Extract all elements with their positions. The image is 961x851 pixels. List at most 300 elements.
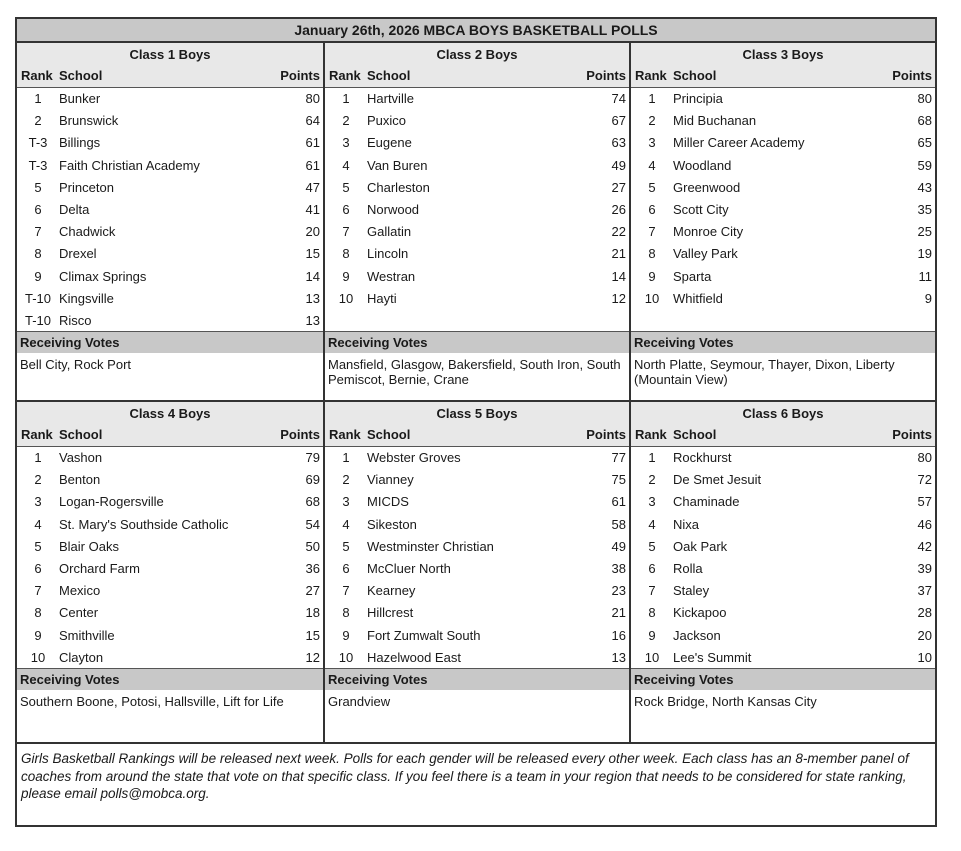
school-cell: Chaminade bbox=[673, 494, 740, 510]
school-cell: Lincoln bbox=[367, 246, 409, 262]
rank-header: Rank bbox=[21, 427, 53, 442]
column-headers bbox=[17, 424, 323, 447]
points-cell: 68 bbox=[305, 494, 320, 510]
school-cell: Center bbox=[59, 605, 99, 621]
school-cell: Webster Groves bbox=[367, 450, 461, 465]
school-cell: Kingsville bbox=[59, 290, 114, 306]
points-cell: 61 bbox=[305, 157, 320, 173]
school-cell: Puxico bbox=[367, 113, 407, 129]
receiving-votes-list: Bell City, Rock Port bbox=[20, 357, 132, 372]
table-row bbox=[325, 514, 629, 536]
table-row bbox=[631, 580, 935, 602]
table-row bbox=[325, 536, 629, 558]
school-cell: Eugene bbox=[367, 135, 412, 151]
rank-cell: 2 bbox=[34, 472, 42, 488]
school-cell: Westminster Christian bbox=[367, 538, 494, 554]
table-row bbox=[325, 469, 629, 491]
points-cell: 21 bbox=[611, 605, 626, 621]
school-cell: Van Buren bbox=[367, 157, 428, 173]
school-cell: Risco bbox=[59, 312, 92, 328]
school-cell: Fort Zumwalt South bbox=[367, 627, 481, 643]
points-cell: 37 bbox=[917, 583, 932, 599]
rank-cell: 10 bbox=[644, 649, 660, 665]
school-cell: Hayti bbox=[367, 290, 397, 306]
column-headers bbox=[325, 424, 629, 447]
points-cell: 59 bbox=[917, 157, 932, 173]
ranking-list bbox=[325, 88, 629, 331]
points-cell: 61 bbox=[305, 135, 320, 151]
table-row bbox=[325, 155, 629, 177]
table-row bbox=[17, 469, 323, 491]
school-cell: Princeton bbox=[59, 179, 114, 195]
school-cell: Orchard Farm bbox=[59, 560, 140, 576]
school-cell: Clayton bbox=[59, 649, 104, 665]
rank-cell: 6 bbox=[342, 201, 350, 217]
class-title: Class 4 Boys bbox=[17, 402, 323, 424]
rank-cell: T-10 bbox=[24, 312, 51, 328]
receiving-votes-header: Receiving Votes bbox=[325, 331, 629, 353]
points-cell: 14 bbox=[305, 268, 320, 284]
school-cell: Hartville bbox=[367, 91, 414, 106]
school-cell: Kickapoo bbox=[673, 605, 727, 621]
table-row bbox=[17, 177, 323, 199]
points-cell: 75 bbox=[611, 472, 626, 488]
rank-header: Rank bbox=[21, 68, 53, 83]
rank-cell: 1 bbox=[648, 91, 656, 106]
rank-cell: T-10 bbox=[24, 290, 51, 306]
school-cell: Faith Christian Academy bbox=[59, 157, 200, 173]
class-panel bbox=[17, 43, 323, 400]
points-cell: 46 bbox=[917, 516, 932, 532]
school-header: School bbox=[59, 68, 103, 83]
school-cell: Staley bbox=[673, 583, 710, 599]
table-row bbox=[17, 558, 323, 580]
school-cell: Chadwick bbox=[59, 224, 116, 240]
points-cell: 22 bbox=[611, 224, 626, 240]
school-header: School bbox=[367, 427, 411, 442]
rank-cell: 9 bbox=[342, 627, 350, 643]
table-row bbox=[325, 266, 629, 288]
points-header: Points bbox=[280, 427, 320, 442]
table-row bbox=[631, 469, 935, 491]
school-cell: Nixa bbox=[673, 516, 700, 532]
class-panel bbox=[629, 402, 935, 742]
rank-cell: 2 bbox=[648, 472, 656, 488]
rank-cell: 4 bbox=[342, 516, 350, 532]
table-row bbox=[17, 647, 323, 669]
rank-cell: 1 bbox=[648, 450, 656, 465]
points-cell: 39 bbox=[917, 560, 932, 576]
table-row bbox=[631, 514, 935, 536]
class-title: Class 5 Boys bbox=[325, 402, 629, 424]
table-row bbox=[631, 177, 935, 199]
table-row bbox=[325, 625, 629, 647]
school-header: School bbox=[59, 427, 103, 442]
points-header: Points bbox=[586, 68, 626, 83]
table-row bbox=[325, 132, 629, 154]
school-cell: St. Mary's Southside Catholic bbox=[59, 516, 229, 532]
rank-cell: T-3 bbox=[28, 135, 48, 151]
rank-cell: 7 bbox=[648, 224, 656, 240]
rank-cell: 4 bbox=[648, 157, 656, 173]
points-cell: 64 bbox=[305, 113, 320, 129]
class-title: Class 6 Boys bbox=[631, 402, 935, 424]
table-row bbox=[17, 625, 323, 647]
rank-cell: 7 bbox=[648, 583, 656, 599]
rank-cell: 1 bbox=[34, 91, 42, 106]
class-panel bbox=[323, 43, 629, 400]
points-cell: 25 bbox=[917, 224, 932, 240]
points-cell: 41 bbox=[305, 201, 320, 217]
table-row bbox=[631, 110, 935, 132]
points-cell: 10 bbox=[917, 649, 932, 665]
table-row bbox=[631, 266, 935, 288]
table-row bbox=[631, 625, 935, 647]
points-cell: 38 bbox=[611, 560, 626, 576]
polls-table bbox=[15, 17, 937, 827]
points-cell: 42 bbox=[917, 538, 932, 554]
school-cell: Norwood bbox=[367, 201, 420, 217]
table-row bbox=[325, 110, 629, 132]
points-cell: 80 bbox=[917, 450, 932, 465]
school-header: School bbox=[367, 68, 411, 83]
table-row bbox=[17, 243, 323, 265]
rank-cell: 6 bbox=[648, 560, 656, 576]
points-cell: 16 bbox=[611, 627, 626, 643]
rank-cell: 10 bbox=[338, 649, 354, 665]
table-row bbox=[631, 602, 935, 624]
table-row bbox=[325, 580, 629, 602]
rank-cell: 1 bbox=[34, 450, 42, 465]
school-cell: Bunker bbox=[59, 91, 101, 106]
table-row bbox=[325, 447, 629, 469]
rank-cell: 3 bbox=[34, 494, 42, 510]
rank-header: Rank bbox=[329, 427, 361, 442]
column-headers bbox=[631, 65, 935, 88]
school-cell: Rolla bbox=[673, 560, 703, 576]
table-row bbox=[17, 110, 323, 132]
table-row bbox=[631, 221, 935, 243]
points-cell: 13 bbox=[305, 290, 320, 306]
rank-cell: 6 bbox=[648, 201, 656, 217]
school-cell: Vianney bbox=[367, 472, 414, 488]
class-title: Class 2 Boys bbox=[325, 43, 629, 65]
school-cell: Gallatin bbox=[367, 224, 412, 240]
receiving-votes-list: Rock Bridge, North Kansas City bbox=[634, 694, 817, 709]
school-cell: Monroe City bbox=[673, 224, 744, 240]
points-cell: 58 bbox=[611, 516, 626, 532]
points-cell: 35 bbox=[917, 201, 932, 217]
points-cell: 15 bbox=[305, 246, 320, 262]
rank-cell: 6 bbox=[342, 560, 350, 576]
rank-header: Rank bbox=[635, 427, 667, 442]
school-cell: Sparta bbox=[673, 268, 712, 284]
table-row bbox=[17, 199, 323, 221]
rank-cell: 10 bbox=[644, 290, 660, 306]
receiving-votes-header: Receiving Votes bbox=[17, 668, 323, 690]
table-row bbox=[17, 132, 323, 154]
points-cell: 12 bbox=[305, 649, 320, 665]
points-cell: 13 bbox=[611, 649, 626, 665]
points-cell: 13 bbox=[305, 312, 320, 328]
table-row bbox=[631, 199, 935, 221]
rank-cell: 9 bbox=[342, 268, 350, 284]
receiving-votes-header: Receiving Votes bbox=[631, 668, 935, 690]
points-header: Points bbox=[892, 68, 932, 83]
school-cell: Sikeston bbox=[367, 516, 417, 532]
column-headers bbox=[325, 65, 629, 88]
receiving-votes-list: Mansfield, Glasgow, Bakersfield, South Iron, South Pemiscot, Bernie, Crane bbox=[328, 357, 621, 387]
rank-cell: 8 bbox=[648, 246, 656, 262]
table-row bbox=[631, 132, 935, 154]
school-cell: Hazelwood East bbox=[367, 649, 461, 665]
points-cell: 80 bbox=[305, 91, 320, 106]
table-row bbox=[325, 221, 629, 243]
rank-cell: T-3 bbox=[28, 157, 48, 173]
rank-cell: 2 bbox=[342, 472, 350, 488]
class-title: Class 3 Boys bbox=[631, 43, 935, 65]
school-cell: Miller Career Academy bbox=[673, 135, 805, 151]
rank-cell: 9 bbox=[648, 268, 656, 284]
rank-header: Rank bbox=[635, 68, 667, 83]
rank-cell: 3 bbox=[648, 494, 656, 510]
ranking-list bbox=[325, 447, 629, 668]
points-cell: 57 bbox=[917, 494, 932, 510]
points-cell: 68 bbox=[917, 113, 932, 129]
points-header: Points bbox=[280, 68, 320, 83]
class-panel bbox=[17, 402, 323, 742]
school-cell: Lee's Summit bbox=[673, 649, 752, 665]
points-cell: 14 bbox=[611, 268, 626, 284]
points-cell: 27 bbox=[305, 583, 320, 599]
rank-cell: 10 bbox=[338, 290, 354, 306]
ranking-list bbox=[17, 447, 323, 668]
school-cell: Delta bbox=[59, 201, 90, 217]
points-cell: 27 bbox=[611, 179, 626, 195]
rank-cell: 5 bbox=[648, 179, 656, 195]
school-cell: Vashon bbox=[59, 450, 103, 465]
rank-cell: 5 bbox=[342, 179, 350, 195]
points-cell: 49 bbox=[611, 157, 626, 173]
points-cell: 54 bbox=[305, 516, 320, 532]
school-cell: Oak Park bbox=[673, 538, 728, 554]
table-row bbox=[325, 491, 629, 513]
receiving-votes-header: Receiving Votes bbox=[631, 331, 935, 353]
school-cell: Brunswick bbox=[59, 113, 119, 129]
points-cell: 63 bbox=[611, 135, 626, 151]
receiving-votes-list: Grandview bbox=[328, 694, 391, 709]
table-row bbox=[17, 221, 323, 243]
school-cell: Benton bbox=[59, 472, 101, 488]
points-cell: 43 bbox=[917, 179, 932, 195]
table-row bbox=[17, 266, 323, 288]
table-row bbox=[631, 447, 935, 469]
receiving-votes-list: North Platte, Seymour, Thayer, Dixon, Liberty (Mountain View) bbox=[634, 357, 895, 387]
table-row bbox=[631, 491, 935, 513]
footer-note: Girls Basketball Rankings will be released next week. Polls for each gender will be released every other week. Each class has an 8-member panel of coaches from around the state that vote on that specific class. If you feel there is a team in your region that needs to be considered for state ranking, please email polls@mobca.org. bbox=[17, 742, 935, 806]
points-cell: 28 bbox=[917, 605, 932, 621]
table-row bbox=[17, 88, 323, 110]
rank-cell: 5 bbox=[34, 179, 42, 195]
receiving-votes-header: Receiving Votes bbox=[325, 668, 629, 690]
table-row bbox=[325, 558, 629, 580]
school-cell: Smithville bbox=[59, 627, 115, 643]
poll-row-top bbox=[17, 43, 935, 402]
table-row bbox=[325, 602, 629, 624]
class-panel bbox=[629, 43, 935, 400]
school-cell: Valley Park bbox=[673, 246, 738, 262]
points-header: Points bbox=[586, 427, 626, 442]
points-cell: 36 bbox=[305, 560, 320, 576]
points-cell: 49 bbox=[611, 538, 626, 554]
table-row bbox=[325, 288, 629, 310]
receiving-votes-header: Receiving Votes bbox=[17, 331, 323, 353]
points-cell: 77 bbox=[611, 450, 626, 465]
rank-cell: 4 bbox=[342, 157, 350, 173]
rank-cell: 5 bbox=[648, 538, 656, 554]
school-cell: Mexico bbox=[59, 583, 101, 599]
points-cell: 72 bbox=[917, 472, 932, 488]
school-cell: Westran bbox=[367, 268, 416, 284]
rank-cell: 8 bbox=[342, 605, 350, 621]
points-cell: 69 bbox=[305, 472, 320, 488]
ranking-list bbox=[631, 447, 935, 668]
rank-cell: 3 bbox=[342, 494, 350, 510]
school-cell: Climax Springs bbox=[59, 268, 147, 284]
rank-cell: 7 bbox=[34, 583, 42, 599]
rank-cell: 5 bbox=[34, 538, 42, 554]
rank-cell: 9 bbox=[34, 627, 42, 643]
table-row bbox=[325, 199, 629, 221]
school-cell: Logan-Rogersville bbox=[59, 494, 164, 510]
points-cell: 19 bbox=[917, 246, 932, 262]
points-cell: 50 bbox=[305, 538, 320, 554]
rank-cell: 7 bbox=[34, 224, 42, 240]
rank-cell: 3 bbox=[648, 135, 656, 151]
school-cell: Kearney bbox=[367, 583, 416, 599]
points-cell: 65 bbox=[917, 135, 932, 151]
column-headers bbox=[17, 65, 323, 88]
table-row bbox=[17, 310, 323, 332]
class-title: Class 1 Boys bbox=[17, 43, 323, 65]
points-cell: 20 bbox=[305, 224, 320, 240]
rank-header: Rank bbox=[329, 68, 361, 83]
school-cell: Billings bbox=[59, 135, 101, 151]
school-cell: Greenwood bbox=[673, 179, 741, 195]
rank-cell: 8 bbox=[342, 246, 350, 262]
school-cell: De Smet Jesuit bbox=[673, 472, 762, 488]
ranking-list bbox=[17, 88, 323, 331]
table-row bbox=[17, 288, 323, 310]
rank-cell: 6 bbox=[34, 201, 42, 217]
rank-cell: 10 bbox=[30, 649, 46, 665]
school-cell: Woodland bbox=[673, 157, 732, 173]
points-cell: 11 bbox=[918, 268, 932, 284]
table-row bbox=[631, 288, 935, 310]
points-cell: 21 bbox=[611, 246, 626, 262]
points-cell: 23 bbox=[611, 583, 626, 599]
rank-cell: 6 bbox=[34, 560, 42, 576]
points-cell: 79 bbox=[305, 450, 320, 465]
school-cell: Blair Oaks bbox=[59, 538, 119, 554]
table-row bbox=[631, 647, 935, 669]
points-header: Points bbox=[892, 427, 932, 442]
table-row bbox=[17, 580, 323, 602]
table-row bbox=[631, 536, 935, 558]
points-cell: 67 bbox=[611, 113, 626, 129]
column-headers bbox=[631, 424, 935, 447]
rank-cell: 7 bbox=[342, 583, 350, 599]
school-cell: McCluer North bbox=[367, 560, 451, 576]
table-row bbox=[17, 536, 323, 558]
rank-cell: 1 bbox=[342, 450, 350, 465]
points-cell: 9 bbox=[924, 290, 932, 306]
school-cell: Whitfield bbox=[673, 290, 723, 306]
school-cell: Rockhurst bbox=[673, 450, 732, 465]
receiving-votes-list: Southern Boone, Potosi, Hallsville, Lift for Life bbox=[20, 694, 284, 709]
points-cell: 18 bbox=[305, 605, 320, 621]
table-row bbox=[17, 447, 323, 469]
school-cell: Jackson bbox=[673, 627, 721, 643]
points-cell: 12 bbox=[611, 290, 626, 306]
points-cell: 61 bbox=[611, 494, 626, 510]
rank-cell: 1 bbox=[342, 91, 350, 106]
rank-cell: 8 bbox=[34, 246, 42, 262]
points-cell: 26 bbox=[611, 201, 626, 217]
table-row bbox=[17, 155, 323, 177]
points-cell: 47 bbox=[305, 179, 320, 195]
school-cell: Mid Buchanan bbox=[673, 113, 757, 129]
rank-cell: 2 bbox=[34, 113, 42, 129]
class-panel bbox=[323, 402, 629, 742]
rank-cell: 8 bbox=[34, 605, 42, 621]
points-cell: 15 bbox=[305, 627, 320, 643]
table-row bbox=[631, 243, 935, 265]
school-cell: Scott City bbox=[673, 201, 729, 217]
table-row bbox=[631, 558, 935, 580]
school-header: School bbox=[673, 427, 717, 442]
school-cell: Principia bbox=[673, 91, 723, 106]
table-row bbox=[325, 243, 629, 265]
table-row bbox=[17, 514, 323, 536]
rank-cell: 2 bbox=[648, 113, 656, 129]
school-header: School bbox=[673, 68, 717, 83]
table-row bbox=[17, 491, 323, 513]
rank-cell: 9 bbox=[34, 268, 42, 284]
rank-cell: 5 bbox=[342, 538, 350, 554]
rank-cell: 4 bbox=[648, 516, 656, 532]
points-cell: 80 bbox=[917, 91, 932, 106]
rank-cell: 4 bbox=[34, 516, 42, 532]
table-row bbox=[325, 88, 629, 110]
rank-cell: 3 bbox=[342, 135, 350, 151]
school-cell: MICDS bbox=[367, 494, 409, 510]
school-cell: Hillcrest bbox=[367, 605, 414, 621]
rank-cell: 8 bbox=[648, 605, 656, 621]
rank-cell: 2 bbox=[342, 113, 350, 129]
rank-cell: 9 bbox=[648, 627, 656, 643]
points-cell: 20 bbox=[917, 627, 932, 643]
table-row bbox=[631, 155, 935, 177]
ranking-list bbox=[631, 88, 935, 331]
poll-row-bottom bbox=[17, 402, 935, 742]
rank-cell: 7 bbox=[342, 224, 350, 240]
school-cell: Charleston bbox=[367, 179, 430, 195]
points-cell: 74 bbox=[611, 91, 626, 106]
table-row bbox=[325, 177, 629, 199]
table-row bbox=[631, 88, 935, 110]
table-row bbox=[17, 602, 323, 624]
